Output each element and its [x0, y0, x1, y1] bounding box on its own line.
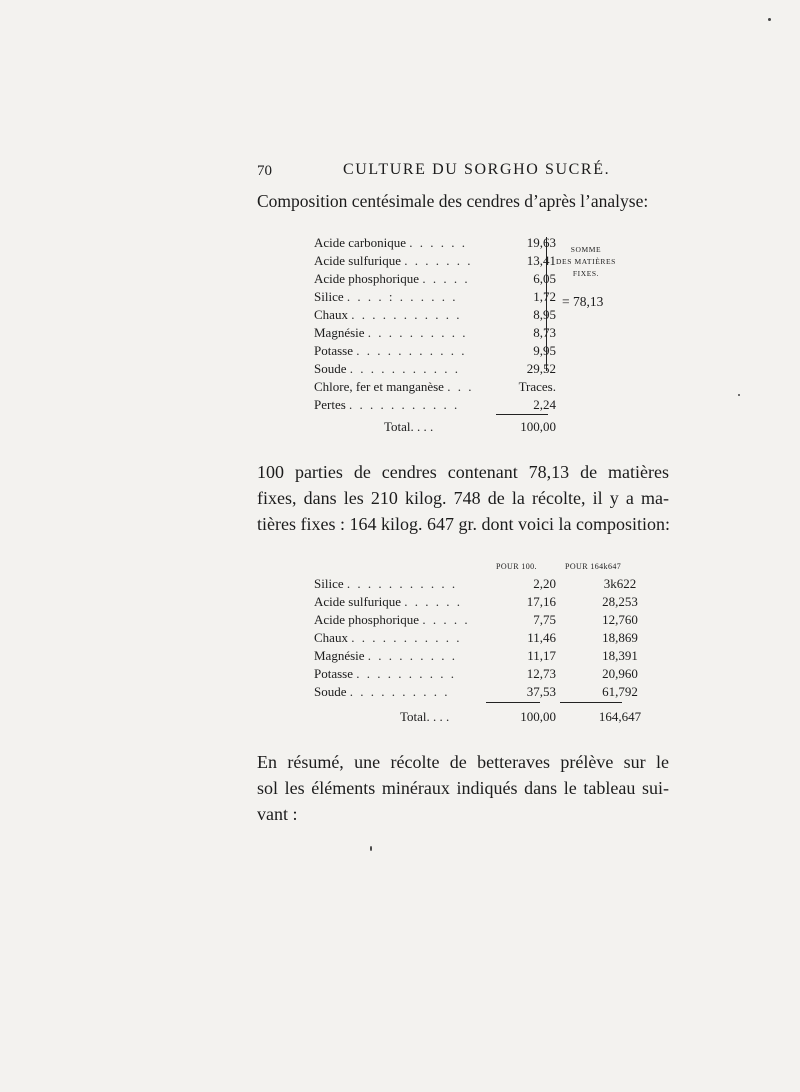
row-label: Magnésie — [314, 648, 365, 663]
dot-leader: . . . . . . — [409, 235, 468, 250]
total-per-100: 100,00 — [520, 709, 556, 724]
row-label: Acide carbonique — [314, 235, 407, 250]
print-speck — [370, 846, 372, 851]
dot-leader: . . . . : . . . . . . — [346, 289, 458, 304]
value-per-total: 12,760 — [602, 612, 638, 627]
dot-leader: . . . . . . . . . . . — [356, 343, 467, 358]
row-label: Chaux — [314, 307, 348, 322]
total-label: Total. . . . — [400, 709, 450, 724]
value-per-100: 37,53 — [526, 684, 556, 699]
dot-leader: . . . . . . . . . . — [367, 325, 468, 340]
row-label: Acide sulfurique — [314, 594, 402, 609]
total-label: Total. . . . — [384, 419, 434, 434]
row-label: Acide phosphorique — [314, 612, 420, 627]
row-label: Chaux — [314, 630, 348, 645]
paragraph — [257, 459, 669, 537]
value-per-total: 20,960 — [602, 666, 638, 681]
dot-leader: . . . . . . . . . . . — [346, 576, 458, 591]
row-label: Chlore, fer et manganèse — [314, 379, 444, 394]
value-per-total: 61,792 — [602, 684, 638, 699]
value-per-total: 18,391 — [602, 648, 638, 663]
paragraph — [257, 749, 669, 827]
dot-leader: . . . . . . . . . . — [349, 684, 450, 699]
dot-leader: . . . . . . . . . — [367, 648, 458, 663]
total-per-total: 164,647 — [598, 709, 642, 724]
value-per-100: 2,20 — [533, 576, 556, 591]
column-header: POUR 100. — [496, 562, 537, 571]
text-line: vant : — [257, 804, 298, 824]
row-value: 6,05 — [533, 271, 556, 286]
dot-leader: . . . . . . . . . . — [356, 666, 456, 681]
dot-leader: . . . . . . . . . . . — [351, 307, 462, 322]
row-value: 9,95 — [533, 343, 556, 358]
row-label: Potasse — [314, 666, 353, 681]
dot-leader: . . . . . — [422, 612, 470, 627]
value-per-100: 12,73 — [526, 666, 556, 681]
row-label: Magnésie — [314, 325, 365, 340]
value-per-total: 3k622 — [603, 576, 637, 591]
row-label: Silice — [314, 289, 344, 304]
dot-leader: . . . . . — [422, 271, 470, 286]
row-label: Silice — [314, 576, 344, 591]
print-speck — [738, 394, 740, 396]
value-per-total: 28,253 — [602, 594, 638, 609]
value-per-100: 11,46 — [527, 630, 556, 645]
dot-leader: . . . — [447, 379, 474, 394]
value-per-100: 17,16 — [526, 594, 556, 609]
row-label: Potasse — [314, 343, 353, 358]
row-value: 1,72 — [533, 289, 556, 304]
print-speck — [768, 18, 771, 21]
row-value: 8,73 — [533, 325, 556, 340]
brace-label: SOMME DES MATIÈRES FIXES. — [556, 245, 616, 278]
section-heading: Composition centésimale des cendres d’après l’analyse: — [257, 191, 649, 211]
row-label: Acide sulfurique — [314, 253, 402, 268]
row-value: 13,41 — [526, 253, 556, 268]
column-header: POUR 164k647 — [565, 562, 622, 571]
value-per-total: 18,869 — [602, 630, 638, 645]
text-line: sol les éléments minéraux indiqués dans le tableau sui- — [257, 778, 669, 798]
brace-total: = 78,13 — [562, 294, 604, 309]
total-value: 100,00 — [520, 419, 556, 434]
total-rule — [496, 414, 548, 415]
total-rule — [486, 702, 540, 703]
text-line: tières fixes : 164 kilog. 647 gr. dont voici la composition: — [257, 514, 670, 534]
value-per-100: 7,75 — [533, 612, 556, 627]
dot-leader: . . . . . . . . . . . — [349, 397, 460, 412]
dot-leader: . . . . . . . — [404, 253, 473, 268]
row-label: Soude — [314, 684, 347, 699]
text-line: En résumé, une récolte de betteraves prélève sur le — [257, 752, 669, 772]
row-value: Traces. — [518, 379, 556, 394]
brace — [546, 237, 547, 371]
row-value: 19,63 — [526, 235, 556, 250]
row-value: 8,95 — [533, 307, 556, 322]
text-line: fixes, dans les 210 kilog. 748 de la récolte, il y a ma- — [257, 488, 669, 508]
row-label: Soude — [314, 361, 347, 376]
row-label: Acide phosphorique — [314, 271, 420, 286]
dot-leader: . . . . . . . . . . . — [351, 630, 462, 645]
value-per-100: 11,17 — [527, 648, 556, 663]
running-title: CULTURE DU SORGHO SUCRÉ. — [343, 161, 611, 178]
dot-leader: . . . . . . — [404, 594, 463, 609]
total-rule — [560, 702, 622, 703]
row-label: Pertes — [314, 397, 346, 412]
text-line: 100 parties de cendres contenant 78,13 de matières — [257, 462, 669, 482]
row-value: 29,52 — [526, 361, 556, 376]
dot-leader: . . . . . . . . . . . — [349, 361, 460, 376]
row-value: 2,24 — [533, 397, 556, 412]
page-number: 70 — [257, 163, 272, 179]
